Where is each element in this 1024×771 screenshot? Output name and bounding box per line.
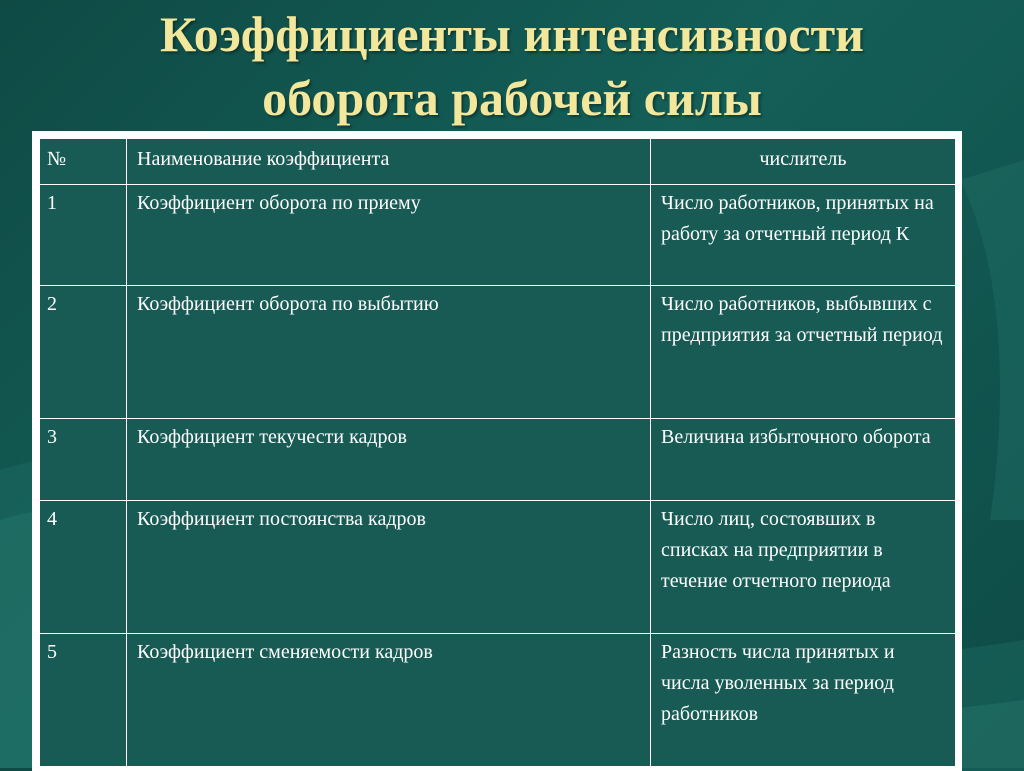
row-numerator: Разность числа принятых и числа уволенных за период работников [651, 634, 956, 767]
table-row [40, 501, 956, 634]
row-numerator: Величина избыточного оборота [651, 419, 956, 501]
table-row [40, 634, 956, 767]
row-name: Коэффициент оборота по выбытию [127, 286, 651, 419]
row-numerator: Число лиц, состоявших в списках на предприятии в течение отчетного периода [651, 501, 956, 634]
table-row [40, 286, 956, 419]
title-line-1: Коэффициенты интенсивности [160, 6, 864, 62]
row-num: 2 [40, 286, 127, 419]
row-name: Коэффициент постоянства кадров [127, 501, 651, 634]
header-numerator: числитель [651, 139, 956, 185]
row-name: Коэффициент оборота по приему [127, 185, 651, 286]
row-num: 5 [40, 634, 127, 767]
row-name: Коэффициент текучести кадров [127, 419, 651, 501]
header-num: № [40, 139, 127, 185]
header-name: Наименование коэффициента [127, 139, 651, 185]
row-name: Коэффициент сменяемости кадров [127, 634, 651, 767]
table-header-row [40, 139, 956, 185]
row-numerator: Число работников, принятых на работу за отчетный период К [651, 185, 956, 286]
row-num: 4 [40, 501, 127, 634]
row-numerator: Число работников, выбывших с предприятия за отчетный период [651, 286, 956, 419]
page-title [0, 2, 1024, 130]
coefficients-table [39, 138, 956, 767]
coefficients-table-frame [32, 131, 962, 771]
row-num: 3 [40, 419, 127, 501]
table-row [40, 419, 956, 501]
table-row [40, 185, 956, 286]
row-num: 1 [40, 185, 127, 286]
title-line-2: оборота рабочей силы [262, 70, 762, 126]
